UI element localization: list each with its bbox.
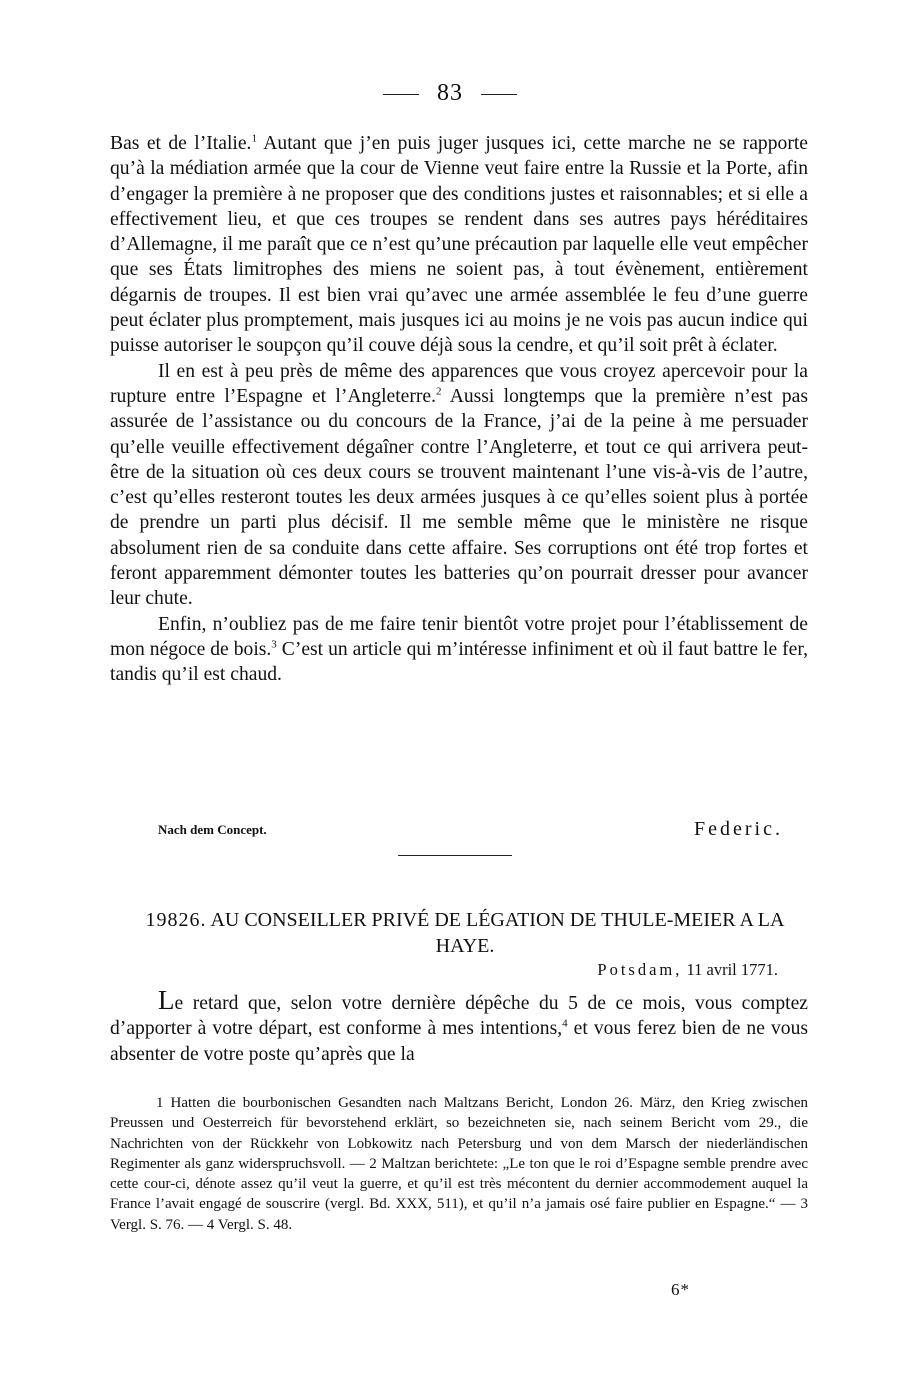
previous-letter-text [110, 131, 808, 688]
paragraph: Il en est à peu près de même des apparences que vous croyez apercevoir pour la rupture entre l’Espagne et l’Angleterre.$^2$ Aussi longtemps que la première n’est pas assurée de l’assistance ou du concours de la France, j’ai de la peine à me persuader qu’elle veuille effectivement dégaîner contre l’Angleterre, et tout ce qui arrivera peut-être de la situation où ces deux cours se trouvent maintenant l’une vis-à-vis de l’autre, c’est qu’elles resteront toutes les deux armées jusques à ce qu’elles soient plus à portée de prendre un parti plus décisif. Il me semble même que le ministère ne risque absolument rien de sa conduite dans cette affaire. Ses corruptions ont été trop fortes et feront apparemment démonter toutes les batteries qu’on pourrait dresser pour avancer leur chute. [110, 360, 808, 610]
sheet-signature: 6* [671, 1280, 690, 1299]
letter-text [110, 985, 808, 1067]
letter-number: 19826. [145, 909, 207, 931]
header-rule-right [481, 94, 517, 95]
paragraph: Bas et de l’Italie.$^1$ Autant que j’en puis juger jusques ici, cette marche ne se rapporte qu’à la médiation armée que la cour de Vienne veut faire entre la Russie et la Porte, afin d’engager la première à ne proposer que des conditions justes et raisonnables; et si elle a effectivement lieu, et que ces troupes se rendent dans ses autres pays héréditaires d’Allemagne, il me paraît que ce n’est qu’une précaution par laquelle elle veut empêcher que ses États limitrophes des miens ne soient pas, à tout évènement, entièrement dégarnis de troupes. Il est bien vrai qu’avec une armée assemblée le feu d’une guerre peut éclater plus promptement, mais jusques ici au moins je ne vois pas aucun indice qui puisse autoriser le soupçon qu’il couve déjà sous la cendre, et qu’il soit prêt à éclater. [110, 132, 808, 357]
page-header [0, 80, 900, 107]
signature: Federic. [694, 818, 783, 840]
footnote-ref: 1 [251, 132, 257, 145]
source-note: Nach dem Concept. [158, 822, 267, 837]
footnote-ref: 3 [271, 638, 277, 651]
letter-heading [120, 907, 810, 959]
footnote-text: 1 Hatten die bourbonischen Gesandten nach Maltzans Bericht, London 26. März, den Krieg zwischen Preussen und Oesterreich für bevorstehend erklärt, so bezeichneten sie, nach seinem Bericht vom 29., die Nachrichten von der Rückkehr von Lobkowitz nach Petersburg und von dem Marsch der niederländischen Regimenter als ganz widerspruchsvoll. — 2 Maltzan berichtete: „Le ton que le roi d’Espagne semble prendre avec cette cour-ci, dénote assez qu’il veut la guerre, et qu’il est très mécontent du dernier accommodement auquel la France l’avait engagé de souscrire (vergl. Bd. XXX, 511), et qu’il n’a jamais osé faire publier en Espagne.“ — 3 Vergl. S. 76. — 4 Vergl. S. 48. [110, 1095, 808, 1233]
footnote-ref: 4 [562, 1017, 568, 1030]
page-number: 83 [437, 80, 463, 106]
footnotes [110, 1093, 808, 1235]
paragraph: Enfin, n’oubliez pas de me faire tenir bientôt votre projet pour l’établissement de mon négoce de bois.$^3$ C’est un article qui m’intéresse infiniment et où il faut battre le fer, tandis qu’il est chaud. [110, 613, 808, 686]
dateline [597, 960, 778, 980]
footnote-ref: 2 [436, 385, 442, 398]
letter-title: AU CONSEILLER PRIVÉ DE LÉGATION DE THULE-MEIER A LA HAYE. [210, 909, 785, 957]
closing-line [158, 818, 783, 846]
header-rule-left [383, 94, 419, 95]
place: Potsdam, [597, 960, 683, 979]
paragraph: Le retard que, selon votre dernière dépêche du 5 de ce mois, vous comptez d’apporter à votre départ, est conforme à mes intentions,$^4$ et vous ferez bien de ne vous absenter de votre poste qu’après que la [110, 985, 808, 1065]
drop-letter: L [158, 985, 175, 1015]
date: 11 avril 1771. [686, 960, 778, 979]
section-divider [398, 855, 512, 856]
